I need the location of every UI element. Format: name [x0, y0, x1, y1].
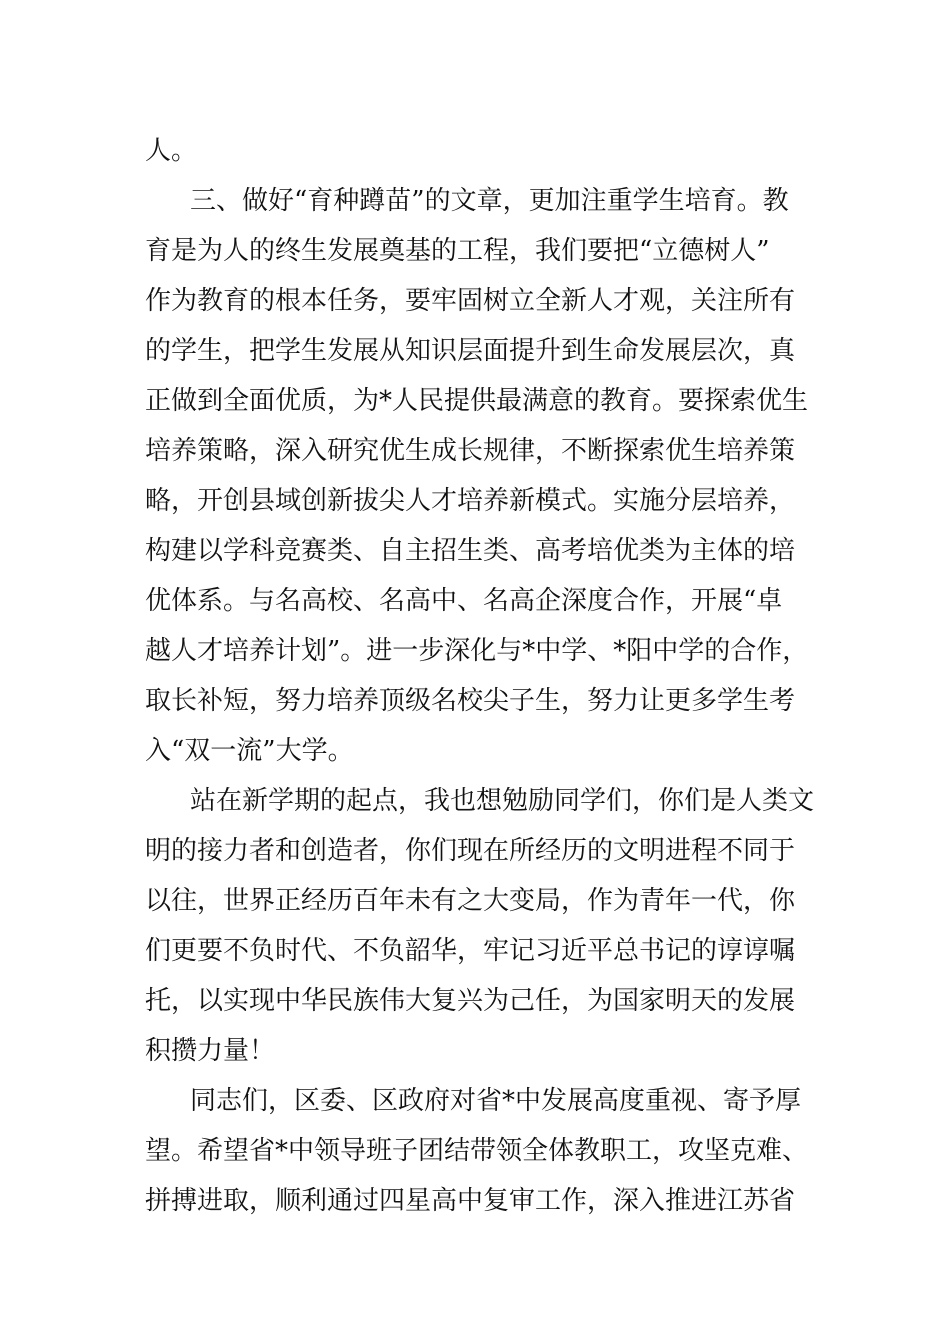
text-line-19: 积攒力量！	[145, 1036, 276, 1066]
text-line-21: 望。希望省*中领导班子团结带领全体教职工，攻坚克难、	[145, 1136, 809, 1166]
text-line-2: 三、做好“育种蹲苗”的文章，更加注重学生培育。教	[190, 186, 789, 216]
text-line-22: 拼搏进取，顺利通过四星高中复审工作，深入推进江苏省	[145, 1186, 796, 1216]
text-line-18: 托，以实现中华民族伟大复兴为己任，为国家明天的发展	[145, 986, 796, 1016]
text-line-15: 明的接力者和创造者，你们现在所经历的文明进程不同于	[145, 836, 796, 866]
text-line-6: 正做到全面优质，为*人民提供最满意的教育。要探索优生	[145, 386, 809, 416]
text-line-8: 略，开创县域创新拔尖人才培养新模式。实施分层培养，	[145, 486, 796, 516]
text-line-1: 人。	[145, 136, 198, 166]
text-line-20: 同志们，区委、区政府对省*中发展高度重视、寄予厚	[190, 1086, 802, 1116]
text-line-7: 培养策略，深入研究优生成长规律，不断探索优生培养策	[145, 436, 796, 466]
text-line-16: 以往，世界正经历百年未有之大变局，作为青年一代，你	[145, 886, 796, 916]
text-line-4: 作为教育的根本任务，要牢固树立全新人才观，关注所有	[145, 286, 796, 316]
text-line-17: 们更要不负时代、不负韶华，牢记习近平总书记的谆谆嘱	[145, 936, 796, 966]
text-line-3: 育是为人的终生发展奠基的工程，我们要把“立德树人”	[145, 236, 770, 266]
text-line-14: 站在新学期的起点，我也想勉励同学们，你们是人类文	[190, 786, 815, 816]
text-line-13: 入“双一流”大学。	[145, 736, 354, 766]
text-line-12: 取长补短，努力培养顶级名校尖子生，努力让更多学生考	[145, 686, 796, 716]
text-line-5: 的学生，把学生发展从知识层面提升到生命发展层次，真	[145, 336, 796, 366]
text-line-10: 优体系。与名高校、名高中、名高企深度合作，开展“卓	[145, 586, 783, 616]
text-line-9: 构建以学科竞赛类、自主招生类、高考培优类为主体的培	[145, 536, 796, 566]
text-line-11: 越人才培养计划”。进一步深化与*中学、*阳中学的合作，	[145, 636, 809, 666]
